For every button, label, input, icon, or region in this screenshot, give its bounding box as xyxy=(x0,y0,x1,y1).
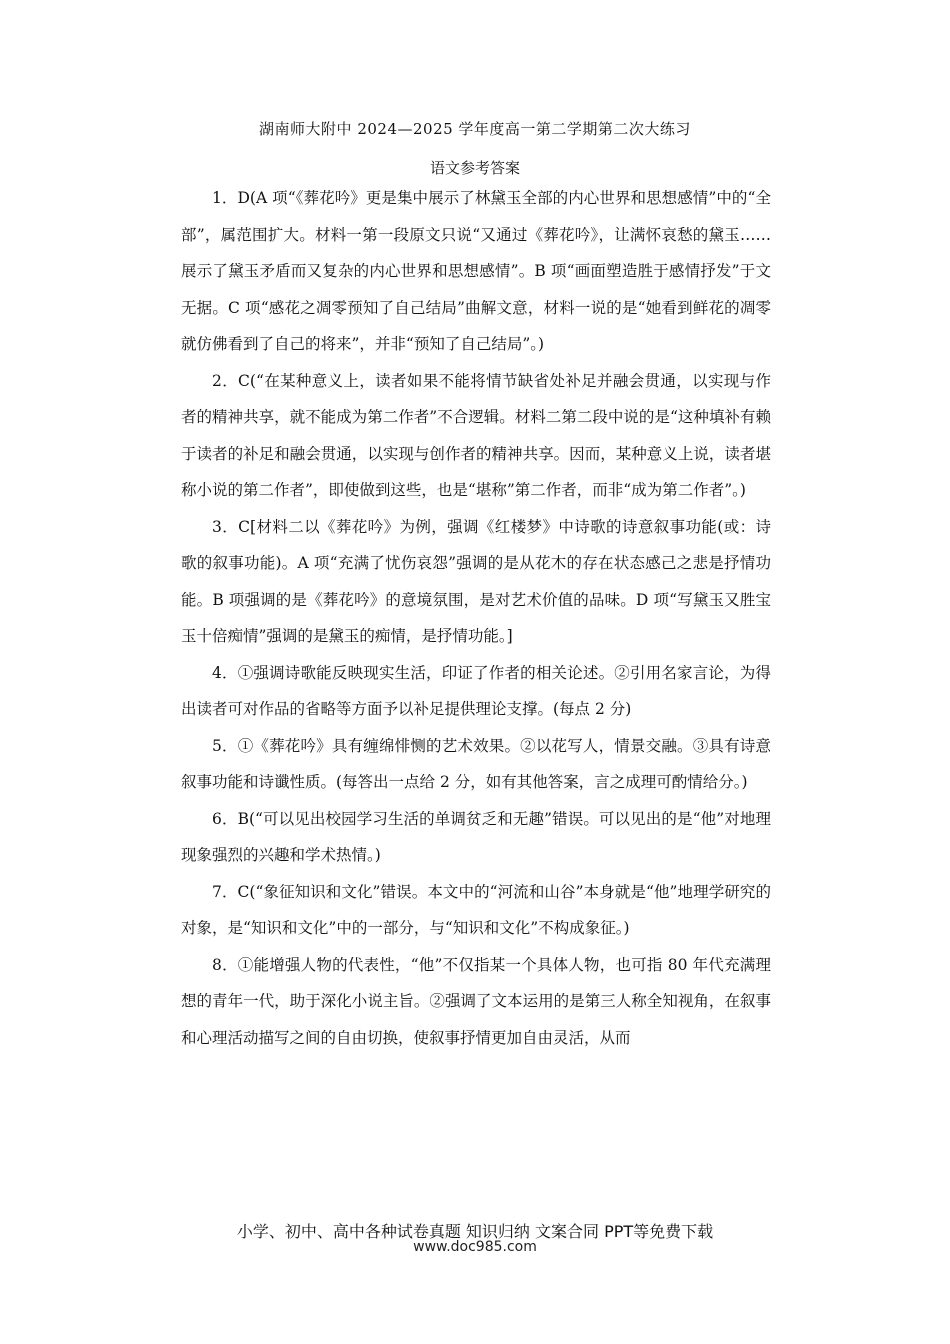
document-title: 湖南师大附中 2024—2025 学年度高一第二学期第二次大练习 xyxy=(259,120,691,138)
answer-item-4: 4．①强调诗歌能反映现实生活，印证了作者的相关论述。②引用名家言论，为得出读者可对作品的省略等方面予以补足提供理论支撑。(每点 2 分) xyxy=(181,663,771,718)
answer-item-3: 3．C[材料二以《葬花吟》为例，强调《红楼梦》中诗歌的诗意叙事功能(或：诗歌的叙事功能)。A 项“充满了忧伤哀怨”强调的是从花木的存在状态感己之悲是抒情功能。B 项强调的是《葬花吟》的意境氛围，是对艺术价值的品味。D 项“写黛玉又胜宝玉十倍痴情”强调的是黛玉的痴情，是抒情功能。] xyxy=(181,517,771,645)
answer-list xyxy=(181,180,771,1056)
answer-item-1: 1．D(A 项“《葬花吟》更是集中展示了林黛玉全部的内心世界和思想感情”中的“全部”，属范围扩大。材料一第一段原文只说“又通过《葬花吟》，让满怀哀愁的黛玉……展示了黛玉矛盾而又复杂的内心世界和思想感情”。B 项“画面塑造胜于感情抒发”于文无据。C 项“感花之凋零预知了自己结局”曲解文意，材料一说的是“她看到鲜花的凋零就仿佛看到了自己的将来”，并非“预知了自己结局”。) xyxy=(181,189,771,353)
footer-promo-text: 小学、初中、高中各种试卷真题 知识归纳 文案合同 PPT等免费下载 xyxy=(236,1222,714,1241)
answer-item-7: 7．C(“象征知识和文化”错误。本文中的“河流和山谷”本身就是“他”地理学研究的对象，是“知识和文化”中的一部分，与“知识和文化”不构成象征。) xyxy=(181,882,771,937)
answer-item-5: 5．①《葬花吟》具有缠绵悱恻的艺术效果。②以花写人，情景交融。③具有诗意叙事功能和诗谶性质。(每答出一点给 2 分，如有其他答案，言之成理可酌情给分。) xyxy=(181,736,771,791)
footer-website-link[interactable]: www.doc985.com xyxy=(413,1239,537,1255)
answer-item-6: 6．B(“可以见出校园学习生活的单调贫乏和无趣”错误。可以见出的是“他”对地理现象强烈的兴趣和学术热情。) xyxy=(181,809,771,864)
document-subtitle: 语文参考答案 xyxy=(429,159,520,177)
answer-item-8: 8．①能增强人物的代表性，“他”不仅指某一个具体人物，也可指 80 年代充满理想的青年一代，助于深化小说主旨。②强调了文本运用的是第三人称全知视角，在叙事和心理活动描写之间的自由切换，使叙事抒情更加自由灵活，从而 xyxy=(181,955,771,1047)
answer-item-2: 2．C(“在某种意义上，读者如果不能将情节缺省处补足并融会贯通，以实现与作者的精神共享，就不能成为第二作者”不合逻辑。材料二第二段中说的是“这种填补有赖于读者的补足和融会贯通，以实现与创作者的精神共享。因而，某种意义上说，读者堪称小说的第二作者”，即使做到这些，也是“堪称”第二作者，而非“成为第二作者”。) xyxy=(181,371,771,499)
